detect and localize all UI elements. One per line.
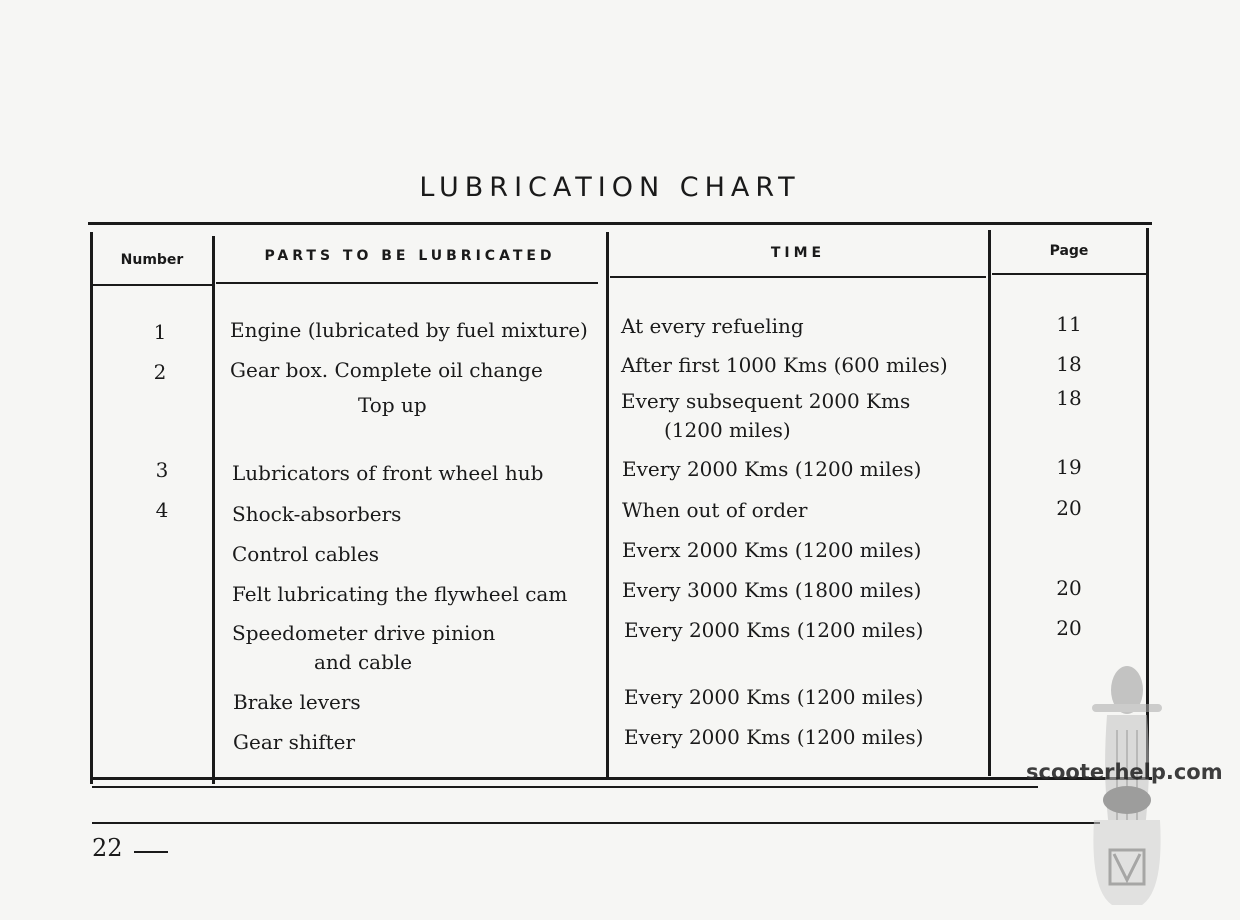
table-top-rule bbox=[88, 222, 1152, 225]
row-2-page: 18 bbox=[1056, 352, 1082, 376]
row-3-page: 18 bbox=[1056, 386, 1082, 410]
row-8-part: Speedometer drive pinion bbox=[232, 621, 496, 645]
header-underline-page bbox=[992, 273, 1146, 275]
row-8-time: Every 2000 Kms (1200 miles) bbox=[624, 618, 924, 642]
row-5-time: When out of order bbox=[622, 498, 808, 522]
row-4-page: 19 bbox=[1056, 455, 1082, 479]
row-4-number: 3 bbox=[155, 458, 169, 482]
header-time: TIME bbox=[770, 245, 826, 261]
row-6-time: Everx 2000 Kms (1200 miles) bbox=[622, 538, 922, 562]
row-7-part: Felt lubricating the flywheel cam bbox=[232, 582, 568, 606]
row-1-part: Engine (lubricated by fuel mixture) bbox=[230, 318, 588, 342]
header-parts: PARTS TO BE LUBRICATED bbox=[264, 248, 556, 264]
table-bottom-rule-2 bbox=[92, 786, 1038, 788]
row-6-part: Control cables bbox=[232, 542, 380, 566]
row-2-time: After first 1000 Kms (600 miles) bbox=[621, 353, 948, 377]
row-8-page: 20 bbox=[1056, 616, 1082, 640]
row-2-number: 2 bbox=[153, 360, 167, 384]
row-4-time: Every 2000 Kms (1200 miles) bbox=[622, 457, 922, 481]
table-left-border bbox=[90, 232, 93, 784]
row-3-time: Every subsequent 2000 Kms bbox=[621, 389, 911, 413]
row-10-part: Gear shifter bbox=[233, 730, 356, 754]
row-7-time: Every 3000 Kms (1800 miles) bbox=[622, 578, 922, 602]
page-number-dash bbox=[134, 851, 168, 853]
row-7-page: 20 bbox=[1056, 576, 1082, 600]
row-5-part: Shock-absorbers bbox=[232, 502, 402, 526]
page-number: 22 bbox=[92, 834, 123, 862]
column-divider-2 bbox=[606, 232, 609, 780]
scooter-icon bbox=[1072, 660, 1182, 910]
row-5-number: 4 bbox=[155, 498, 169, 522]
row-10-time: Every 2000 Kms (1200 miles) bbox=[624, 725, 924, 749]
column-divider-3 bbox=[988, 230, 991, 776]
row-8-part-continued: and cable bbox=[314, 650, 413, 674]
table-bottom-rule bbox=[92, 777, 1152, 780]
row-4-part: Lubricators of front wheel hub bbox=[232, 461, 544, 485]
row-3-time-continued: (1200 miles) bbox=[664, 418, 791, 442]
header-underline-time bbox=[610, 276, 986, 278]
row-3-part: Top up bbox=[358, 393, 427, 417]
watermark-text: scooterhelp.com bbox=[1026, 760, 1223, 784]
footer-rule bbox=[92, 822, 1100, 824]
row-1-number: 1 bbox=[153, 320, 167, 344]
row-9-part: Brake levers bbox=[233, 690, 361, 714]
row-1-time: At every refueling bbox=[621, 314, 804, 338]
row-2-part: Gear box. Complete oil change bbox=[230, 358, 543, 382]
header-underline-parts bbox=[216, 282, 598, 284]
row-1-page: 11 bbox=[1056, 312, 1082, 336]
row-5-page: 20 bbox=[1056, 496, 1082, 520]
header-number: Number bbox=[120, 252, 184, 268]
header-page: Page bbox=[1049, 243, 1089, 259]
chart-title: LUBRICATION CHART bbox=[419, 172, 801, 203]
row-9-time: Every 2000 Kms (1200 miles) bbox=[624, 685, 924, 709]
header-underline-number bbox=[92, 284, 212, 286]
